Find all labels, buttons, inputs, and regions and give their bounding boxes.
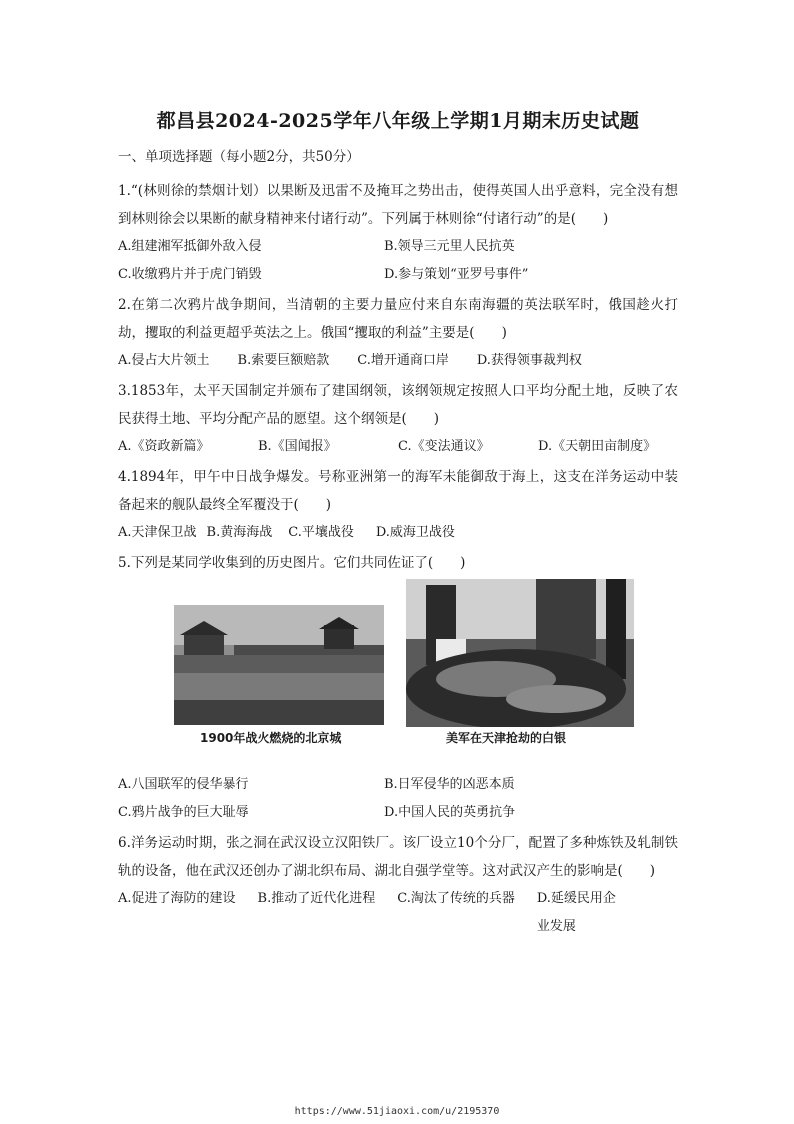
photo-tianjin-silver	[406, 579, 634, 727]
option-d: D.获得领事裁判权	[476, 353, 582, 368]
question-5-options	[118, 771, 678, 827]
question-4-options	[118, 519, 678, 547]
footer-url[interactable]: https://www.51jiaoxi.com/u/2195370	[294, 1106, 500, 1117]
option-d: D.中国人民的英勇抗争	[384, 805, 516, 820]
caption-tianjin: 美军在天津抢劫的白银	[446, 731, 567, 745]
option-b: B.黄海海战	[206, 525, 273, 540]
option-b: B.日军侵华的凶恶本质	[384, 777, 515, 792]
option-b: B.索要巨额赔款	[237, 353, 330, 368]
question-1-stem: 1.“(林则徐的禁烟计划）以果断及迅雷不及掩耳之势出击，使得英国人出乎意料，完全没有想到林则徐会以果断的献身精神来付诸行动”。下列属于林则徐“付诸行动”的是( )	[118, 183, 678, 227]
option-d: D.《天朝田亩制度》	[538, 439, 657, 454]
option-c: C.《变法通议》	[398, 439, 490, 454]
option-a: A.促进了海防的建设	[118, 891, 236, 906]
option-b: B.领导三元里人民抗英	[384, 239, 515, 254]
option-d: D.参与策划“亚罗号事件”	[384, 267, 529, 282]
option-d: D.延缓民用企业发展	[536, 891, 616, 934]
question-5-photos	[118, 579, 678, 759]
option-d: D.威海卫战役	[375, 525, 455, 540]
caption-beijing: 1900年战火燃烧的北京城	[200, 731, 342, 745]
question-3-options	[118, 433, 678, 461]
option-a: A.《资政新篇》	[118, 439, 210, 454]
question-3-stem: 3.1853年，太平天国制定并颁布了建国纲领，该纲领规定按照人口平均分配土地，反映了农民获得土地、平均分配产品的愿望。这个纲领是( )	[118, 383, 678, 427]
question-5-stem: 5.下列是某同学收集到的历史图片。它们共同佐证了( )	[118, 555, 466, 571]
option-c: C.收缴鸦片并于虎门销毁	[118, 267, 262, 282]
question-6-options	[118, 885, 678, 941]
option-c: C.淘汰了传统的兵器	[397, 891, 515, 906]
option-c: C.平壤战役	[288, 525, 354, 540]
question-2-stem: 2.在第二次鸦片战争期间，当清朝的主要力量应付来自东南海疆的英法联军时，俄国趁火打劫，攫取的利益更超乎英法之上。俄国“攫取的利益”主要是( )	[118, 297, 678, 341]
option-c: C.鸦片战争的巨大耻辱	[118, 805, 249, 820]
question-4-stem: 4.1894年，甲午中日战争爆发。号称亚洲第一的海军未能御敌于海上，这支在洋务运动中装备起来的舰队最终全军覆没于( )	[118, 469, 678, 513]
option-a: A.天津保卫战	[118, 525, 197, 540]
section-heading: 一、单项选择题（每小题2分，共50分）	[118, 149, 360, 165]
option-a: A.组建湘军抵御外敌入侵	[118, 239, 262, 254]
page-title: 都昌县2024-2025学年八年级上学期1月期末历史试题	[156, 110, 640, 132]
photo-beijing-burning	[174, 605, 384, 725]
question-2-options	[118, 347, 678, 375]
option-c: C.增开通商口岸	[357, 353, 449, 368]
option-a: A.侵占大片领土	[118, 353, 210, 368]
option-a: A.八国联军的侵华暴行	[118, 777, 249, 792]
question-1-options	[118, 233, 678, 289]
question-6-stem: 6.洋务运动时期，张之洞在武汉设立汉阳铁厂。该厂设立10个分厂，配置了多种炼铁及轧制铁轨的设备，他在武汉还创办了湖北织布局、湖北自强学堂等。这对武汉产生的影响是( )	[118, 835, 678, 879]
exam-page	[118, 100, 678, 943]
option-b: B.《国闻报》	[258, 439, 337, 454]
option-b: B.推动了近代化进程	[257, 891, 376, 906]
